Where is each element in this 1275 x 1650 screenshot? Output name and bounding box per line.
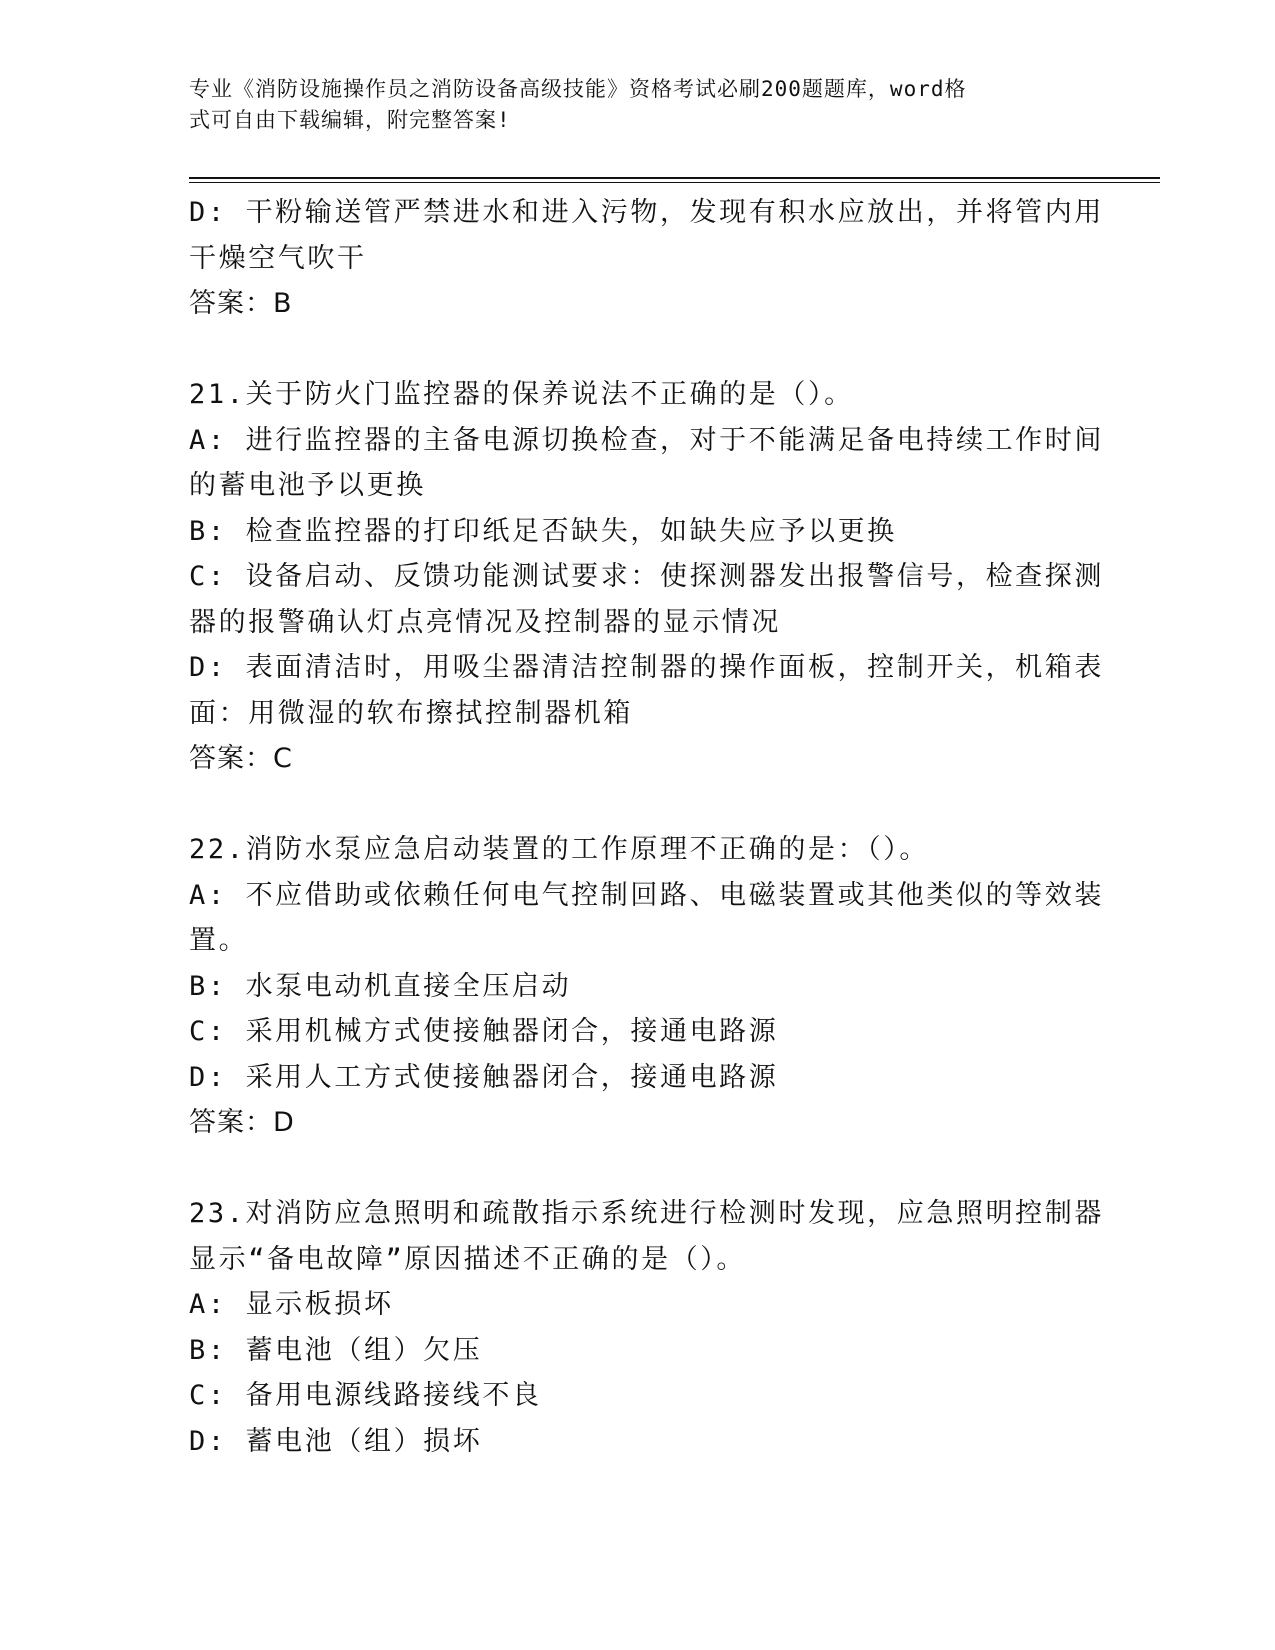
option-b: B: 检查监控器的打印纸足否缺失，如缺失应予以更换: [189, 515, 897, 547]
option-a-line-1: A: 进行监控器的主备电源切换检查，对于不能满足备电持续工作时间: [189, 424, 1104, 456]
question-stem: 22.消防水泵应急启动装置的工作原理不正确的是：（）。: [189, 834, 929, 865]
document-header: [189, 74, 1069, 136]
option-a-line-1: A: 不应借助或依赖任何电气控制回路、电磁装置或其他类似的等效装: [189, 879, 1104, 911]
question-stem-line-2: 显示“备电故障”原因描述不正确的是（）。: [189, 1243, 747, 1275]
spacer: [189, 782, 1084, 828]
option-c-line-2: 器的报警确认灯点亮情况及控制器的显示情况: [189, 606, 781, 638]
answer-label: 答案：B: [189, 288, 293, 319]
spacer: [189, 1146, 1084, 1192]
option-b: B: 水泵电动机直接全压启动: [189, 970, 572, 1002]
option-a: A: 显示板损坏: [189, 1289, 394, 1320]
option-c: C: 采用机械方式使接触器闭合，接通电路源: [189, 1016, 779, 1047]
question-22: [189, 827, 1104, 1146]
question-content: [189, 190, 1104, 1464]
header-line-1: 专业《消防设施操作员之消防设备高级技能》资格考试必刷200题题库，word格: [189, 77, 967, 101]
question-stem-line-1: 23.对消防应急照明和疏散指示系统进行检测时发现，应急照明控制器: [189, 1198, 1104, 1229]
question-stem: 21.关于防火门监控器的保养说法不正确的是（）。: [189, 379, 854, 410]
spacer: [189, 327, 1084, 373]
option-d-line-2: 面：用微湿的软布擦拭控制器机箱: [189, 697, 633, 729]
option-d-line-1: D: 干粉输送管严禁进水和进入污物，发现有积水应放出，并将管内用: [189, 197, 1104, 228]
option-d-line-1: D: 表面清洁时，用吸尘器清洁控制器的操作面板，控制开关，机箱表: [189, 652, 1104, 683]
header-line-2: 式可自由下载编辑，附完整答案!: [189, 108, 511, 132]
header-rule-thin: [189, 182, 1160, 183]
option-c-line-1: C: 设备启动、反馈功能测试要求：使探测器发出报警信号，检查探测: [189, 561, 1104, 592]
answer-label: 答案：C: [189, 743, 293, 774]
option-d-line-2: 干燥空气吹干: [189, 242, 367, 274]
option-b: B: 蓄电池（组）欠压: [189, 1334, 483, 1366]
question-21: [189, 372, 1104, 782]
option-d: D: 蓄电池（组）损坏: [189, 1425, 483, 1457]
answer-label: 答案：D: [189, 1107, 295, 1138]
option-d: D: 采用人工方式使接触器闭合，接通电路源: [189, 1061, 779, 1093]
header-rule-thick: [189, 177, 1160, 179]
option-c: C: 备用电源线路接线不良: [189, 1380, 542, 1411]
option-a-line-2: 的蓄电池予以更换: [189, 470, 426, 501]
question-23: [189, 1191, 1104, 1464]
option-a-line-2: 置。: [189, 925, 249, 956]
question-20-tail: [189, 190, 1104, 327]
